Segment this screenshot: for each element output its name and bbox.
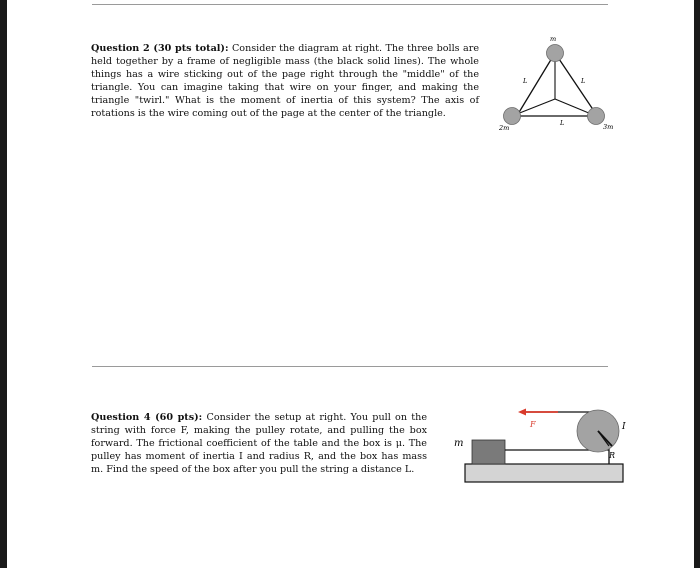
frame-right-side [555, 53, 596, 114]
question-2 [91, 42, 479, 120]
top-ball [547, 45, 564, 62]
triangle-figure [490, 26, 630, 136]
left-screen-edge [0, 0, 7, 568]
question-2-body: Consider the diagram at right. The three bolls are held together by a frame of negligible mass (the black solid lines). The whole things has a wire sticking out of the page right through the "middle" of the triangle. You can imagine taking that wire on your finger, and making the triangle "twirl." What is the moment of inertia of this system? The axis of rotations is the wire coming out of the page at the center of the triangle. [91, 43, 479, 119]
question-4-heading: Question 4 (60 pts): [91, 412, 203, 423]
question-2-heading: Question 2 (30 pts total): [91, 43, 229, 54]
box-mass-label: m [454, 438, 464, 449]
right-mass-label: 3m [603, 123, 614, 131]
pulley-figure [450, 398, 640, 488]
top-divider [92, 4, 608, 5]
box [472, 440, 505, 464]
middle-divider [92, 366, 608, 367]
left-ball [504, 108, 521, 125]
left-side-label: L [523, 77, 528, 85]
inertia-label: I [622, 422, 626, 432]
table [465, 464, 623, 482]
right-ball [588, 108, 605, 125]
question-4-body: Consider the setup at right. You pull on the string with force F, making the pulley rotate, and pulling the box forward. The frictional coefficient of the table and the box is μ. The pulley has moment of inertia I and radius R, and the box has mass m. Find the speed of the box after you pull the string a distance L. [91, 412, 427, 475]
top-mass-label: m [550, 35, 557, 43]
right-screen-edge [694, 0, 700, 568]
question-4 [91, 411, 427, 476]
right-side-label: L [581, 77, 586, 85]
force-label: F [530, 420, 536, 429]
left-mass-label: 2m [499, 124, 510, 132]
bottom-side-label: L [560, 119, 565, 127]
radius-label: R [609, 451, 616, 460]
force-arrow-head [518, 409, 526, 416]
